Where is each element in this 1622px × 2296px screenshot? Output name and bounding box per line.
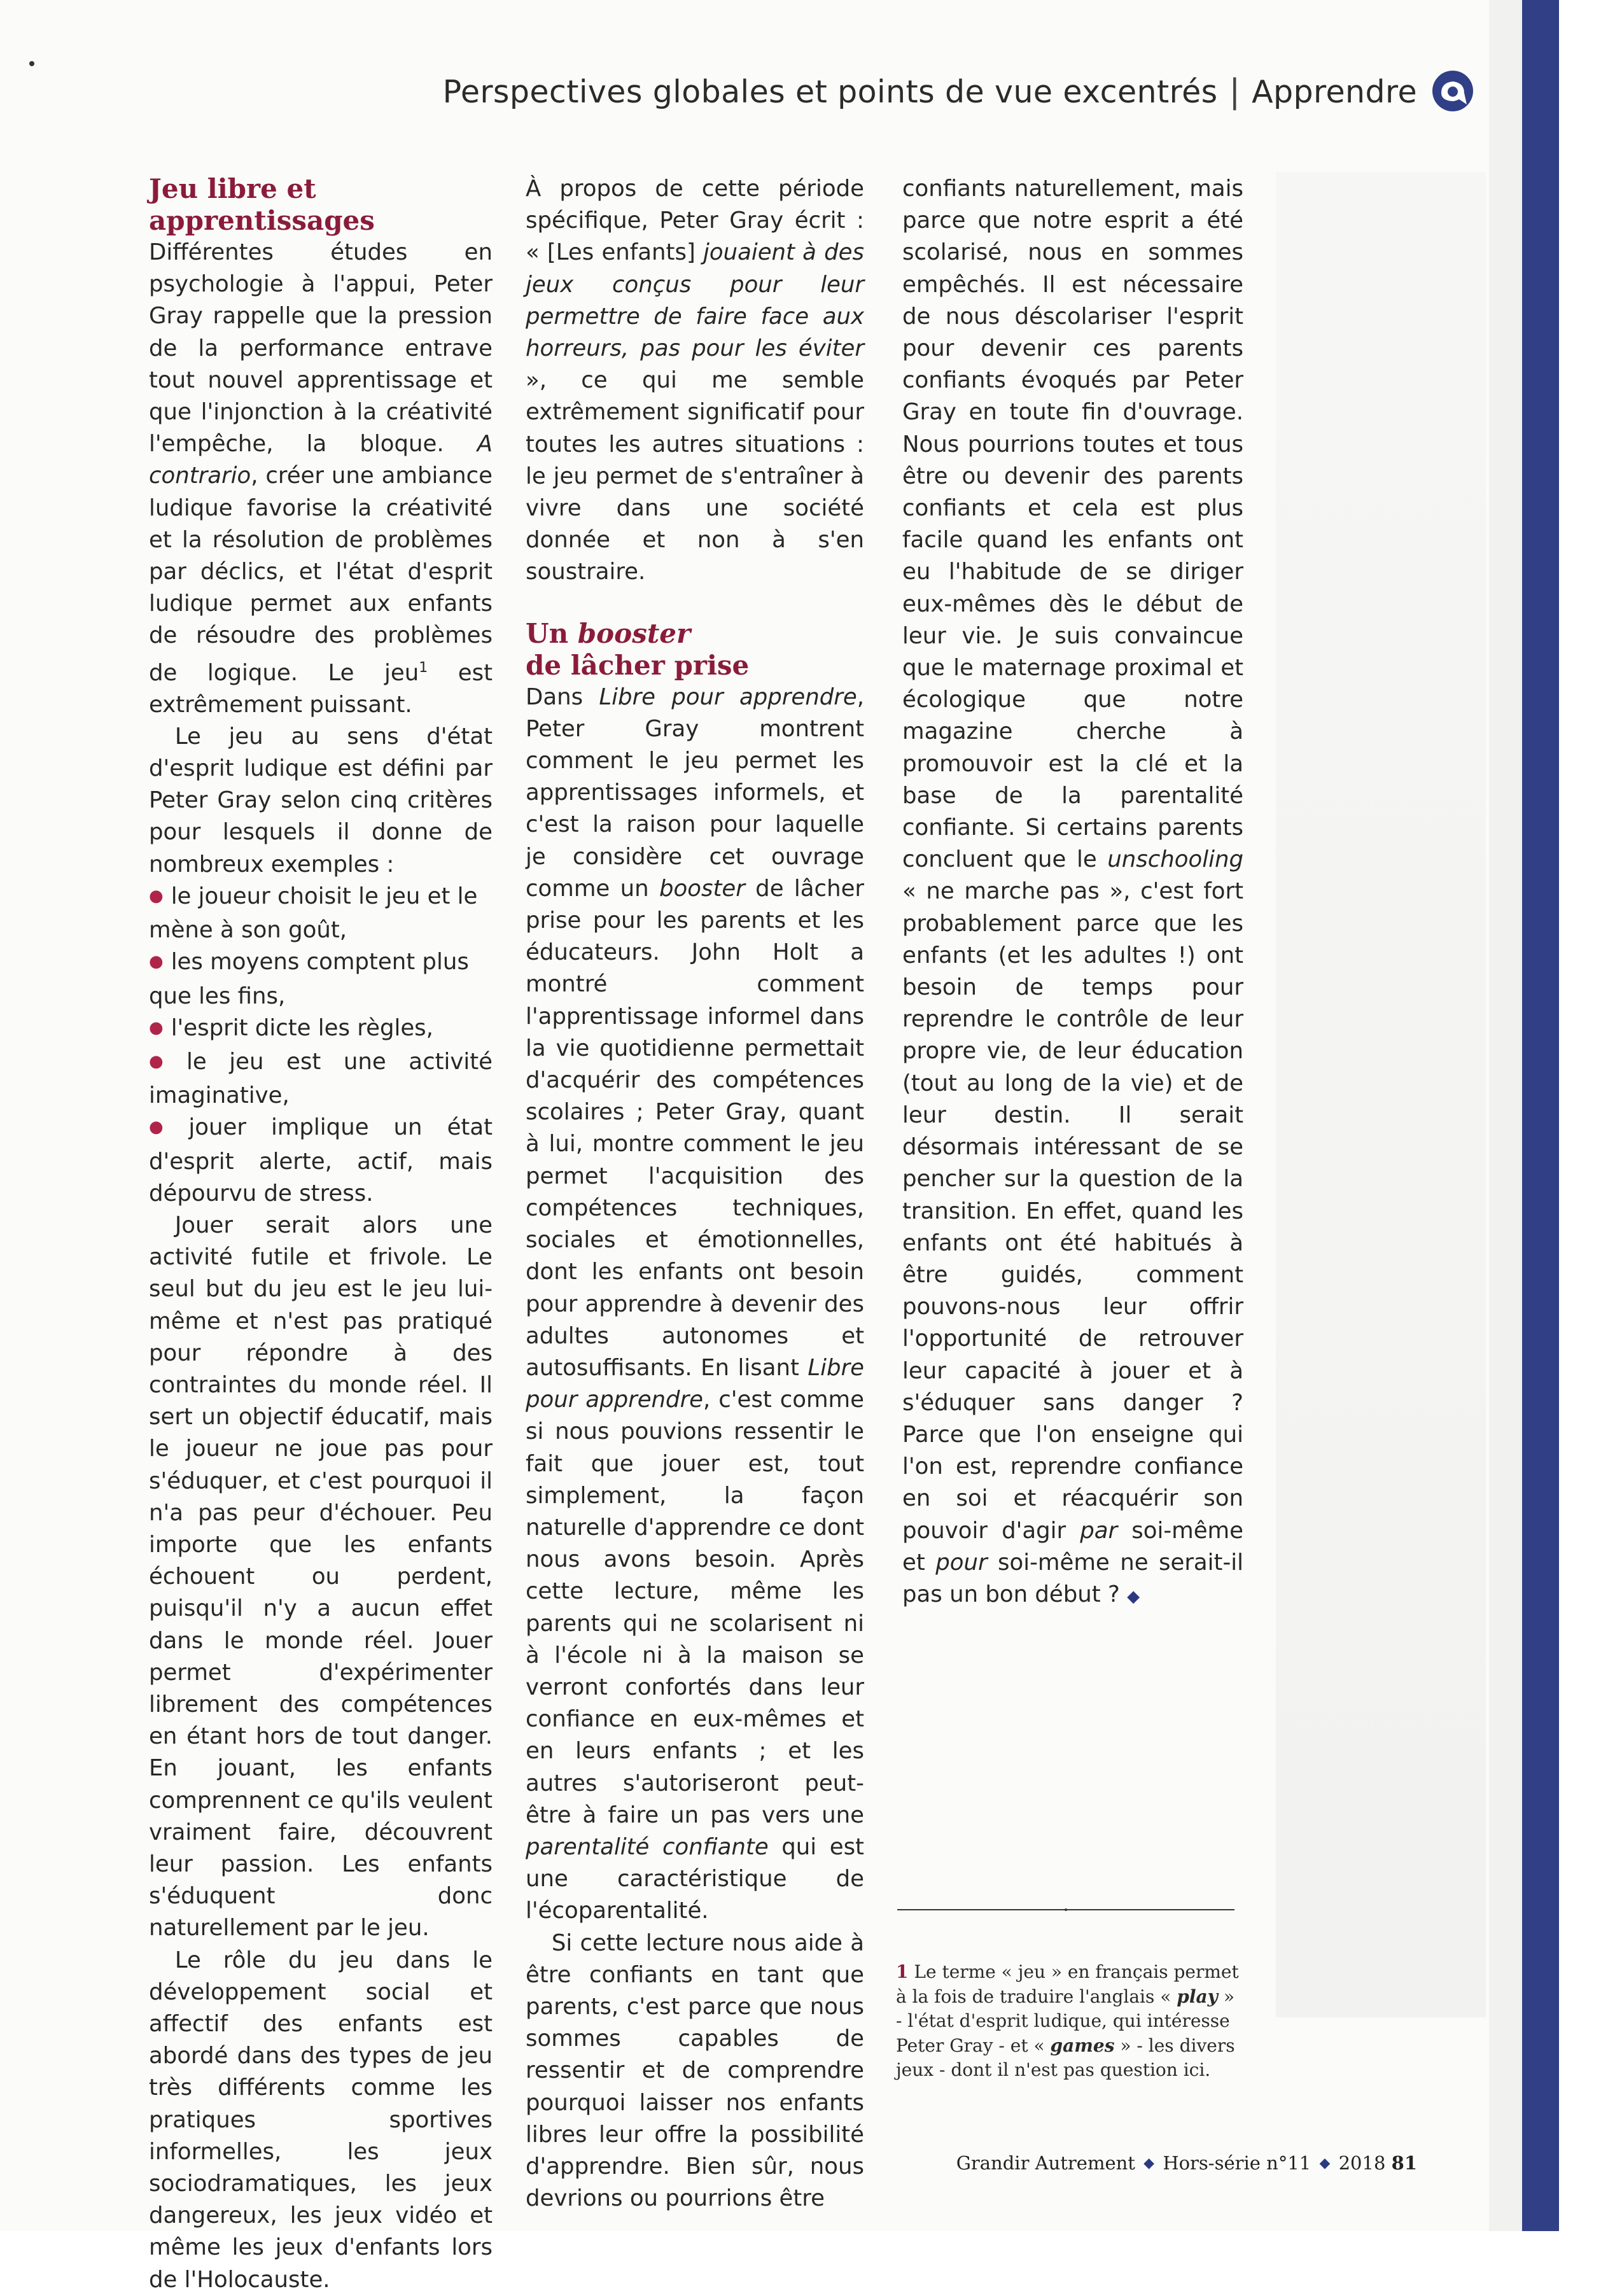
italic-run: booster <box>659 875 745 902</box>
header-separator: | <box>1229 73 1241 111</box>
bullet-item <box>149 881 493 946</box>
bullet-text: le jeu est une activité imaginative, <box>149 1048 493 1109</box>
show-through-area <box>1276 172 1486 2017</box>
column-1 <box>149 173 493 2296</box>
bullet-text: jouer implique un état d'esprit alerte, actif, mais dépourvu de stress. <box>149 1114 493 1207</box>
diamond-separator-icon: ◆ <box>1319 2155 1331 2171</box>
footnote <box>896 1960 1240 2083</box>
paragraph: Le jeu au sens d'état d'esprit ludique est défini par Peter Gray selon cinq critères pour lesquels il donne de nombreux exemples : <box>149 723 493 878</box>
text-run: » - l'état d'esprit ludique, qui intéresse Peter Gray - et « <box>896 1985 1234 2056</box>
section-heading-booster <box>526 618 864 682</box>
page-folio <box>956 2152 1417 2174</box>
bullet-text: le joueur choisit le jeu et le mène à son goût, <box>149 883 478 944</box>
text-run: de lâcher prise pour les parents et les éducateurs. John Holt a montré comment l'apprentissage informel dans la vie quotidienne permettait d'acquérir des compétences scolaires ; Peter Gray, quant à lui, montre comment le jeu permet l'acquisition des compétences techniques, sociales et émotionnelles, dont les enfants ont besoin pour apprendre à devenir des adultes autonomes et autosuffisants. En lisant <box>526 875 864 1381</box>
magazine-name: Grandir Autrement <box>956 2152 1135 2174</box>
speech-bubble-icon <box>1430 69 1476 115</box>
header-title: Perspectives globales et points de vue excentrés <box>442 73 1218 110</box>
paragraph <box>526 682 864 1928</box>
footnote-number: 1 <box>896 1961 909 1982</box>
text-run: « ne marche pas », c'est fort probablement parce que les enfants (et les adultes !) ont besoin de temps pour reprendre le contrôle de leur propre vie, de leur éducation (tout au long de la vie) et de leur destin. Il serait désormais intéressant de se pencher sur la question de la transition. En effet, quand les enfants ont été habitués à être guidés, comment pouvons-nous leur offrir l'opportunité de retrouver leur capacité à jouer et à s'éduquer sans danger ? Parce que l'on enseigne qui l'on est, reprendre confiance en soi et réacquérir son pouvoir d'agir <box>902 878 1243 1544</box>
text-run: confiants naturellement, mais parce que notre esprit a été scolarisé, nous en sommes empêchés. Il est nécessaire de nous déscolariser l'esprit pour devenir ces parents confiants évoqués par Peter Gray en toute fin d'ouvrage. Nous pourrions toutes et tous être ou devenir des parents confiants et cela est plus facile quand les enfants ont eu l'habitude de se diriger eux-mêmes dès le début de leur vie. Je suis convaincue que le maternage proximal et écologique que notre magazine cherche à promouvoir est la clé et la base de la parentalité confiante. Si certains parents concluent que le <box>902 176 1243 873</box>
bullet-item <box>149 1112 493 1210</box>
text-run: , créer une ambiance ludique favorise la créativité et la résolution de problèmes par déclics, et l'état d'esprit ludique permet aux enfants de résoudre des problèmes de logique. Le jeu <box>149 463 493 686</box>
text-run: , c'est comme si nous pouvions ressentir le fait que jouer est, tout simplement, la façon naturelle d'apprendre ce dont nous avons besoin. Après cette lecture, même les parents qui ne scolarisent ni à l'école ni à la maison se verront confortés dans leur confiance en eux-mêmes et en leurs enfants ; et les autres s'autoriseront peut-être à faire un pas vers une <box>526 1387 864 1828</box>
paragraph <box>149 237 493 721</box>
italic-run: pour <box>935 1549 988 1576</box>
heading-italic: booster <box>577 617 691 649</box>
bullet-dot-icon: ● <box>149 1117 181 1137</box>
paragraph: Si cette lecture nous aide à être confiants en tant que parents, c'est parce que nous sommes capables de ressentir et de comprendre pourquoi laisser nos enfants libres leur offre la possibilité d'apprendre. Bien sûr, nous devrions ou pourrions être <box>526 1929 864 2212</box>
heading-run: Un <box>526 617 578 649</box>
bullet-text: les moyens comptent plus que les fins, <box>149 949 469 1009</box>
text-run: » - les divers jeux - dont il n'est pas question ici. <box>896 2034 1235 2080</box>
bullet-dot-icon: ● <box>149 1018 164 1037</box>
issue-year: 2018 <box>1338 2152 1386 2174</box>
scan-speck <box>29 61 34 66</box>
bullet-dot-icon: ● <box>149 886 164 906</box>
italic-run: par <box>1080 1517 1118 1544</box>
footnote-ref: 1 <box>419 659 428 676</box>
section-heading-jeu-libre: Jeu libre et apprentissages <box>149 173 375 236</box>
paragraph: Jouer serait alors une activité futile et frivole. Le seul but du jeu est le jeu lui-même et n'est pas pratiqué pour répondre à des contraintes du monde réel. Il sert un objectif éducatif, mais le joueur ne joue pas pour s'éduquer, et c'est pourquoi il n'a pas peur d'échouer. Peu importe que les enfants échouent ou perdent, puisqu'il n'y a aucun effet dans le monde réel. Jouer permet d'expérimenter librement des compétences en étant hors de tout danger. En jouant, les enfants comprennent ce qu'ils veulent vraiment faire, découvrent leur passion. Les enfants s'éduquent donc naturellement par le jeu. <box>149 1212 493 1942</box>
page-margin <box>1559 0 1622 2231</box>
heading-run: de lâcher prise <box>526 649 750 681</box>
bullet-text: l'esprit dicte les règles, <box>171 1014 433 1041</box>
text-run: qui est une caractéristique de l'écoparentalité. <box>526 1833 864 1924</box>
bullet-item <box>149 946 493 1012</box>
section-color-bar <box>1522 0 1559 2231</box>
book-title: Libre pour apprendre <box>599 683 857 710</box>
italic-run: games <box>1050 2034 1115 2056</box>
text-run: Différentes études en psychologie à l'appui, Peter Gray rappelle que la pression de la performance entrave tout nouvel apprentissage et que l'injonction à la créativité l'empêche, la bloque. <box>149 239 493 458</box>
header-section: Apprendre <box>1252 73 1417 110</box>
end-of-article-icon: ◆ <box>1127 1586 1140 1606</box>
text-run: est extrêmement puissant. <box>149 659 493 718</box>
bullet-dot-icon: ● <box>149 952 164 972</box>
paragraph <box>902 173 1243 1613</box>
italic-run: parentalité confiante <box>526 1833 769 1860</box>
paragraph: Le rôle du jeu dans le développement social et affectif des enfants est abordé dans des types de jeu très différents comme les pratiques sportives informelles, les jeux sociodramatiques, les jeux dangereux, les jeux vidéo et même les jeux d'enfants lors de l'Holocauste. <box>149 1947 493 2293</box>
bullet-dot-icon: ● <box>149 1051 179 1071</box>
bullet-item <box>149 1012 493 1046</box>
text-run: À propos de cette période spécifique, Peter Gray écrit : « [Les enfants] <box>526 176 864 266</box>
issue-number: Hors-série n°11 <box>1163 2152 1311 2174</box>
page-number: 81 <box>1391 2152 1417 2174</box>
italic-run: unschooling <box>1107 846 1243 873</box>
text-run: soi-même ne serait-il pas un bon début ? <box>902 1549 1243 1607</box>
text-run: », ce qui me semble extrêmement significatif pour toutes les autres situations : le jeu permet de s'entraîner à vivre dans une société donnée et non à s'en soustraire. <box>526 367 864 585</box>
italic-quote: jouaient à des jeux conçus pour leur permettre de faire face aux horreurs, pas pour les éviter <box>526 239 864 362</box>
bullet-item <box>149 1046 493 1112</box>
italic-run: play <box>1177 1985 1218 2007</box>
text-run: , Peter Gray montrent comment le jeu permet les apprentissages informels, et c'est la raison pour laquelle je considère cet ouvrage comme un <box>526 683 864 902</box>
italic-run: A contrario <box>149 431 493 489</box>
text-run: Dans <box>526 683 599 710</box>
column-3 <box>902 173 1243 1613</box>
text-run: Le terme « jeu » en français permet à la fois de traduire l'anglais « <box>896 1961 1239 2007</box>
text-run: soi-même et <box>902 1517 1243 1576</box>
column-2 <box>526 173 864 2215</box>
book-title: Libre pour apprendre <box>526 1354 864 1413</box>
diamond-separator-icon: ◆ <box>1143 2155 1155 2171</box>
footnote-divider <box>897 1908 1234 1911</box>
paragraph <box>526 173 864 589</box>
running-header <box>443 69 1476 115</box>
